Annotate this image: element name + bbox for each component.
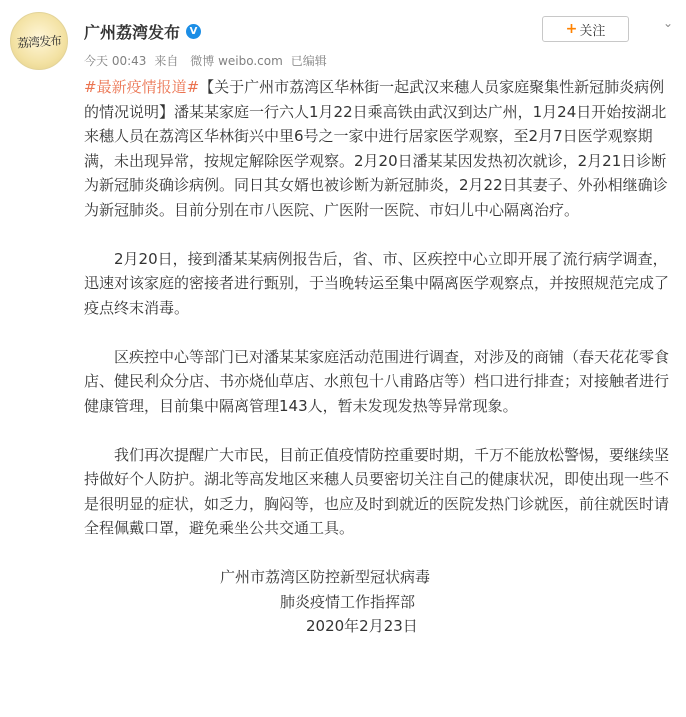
edited-label: 已编辑 xyxy=(290,54,327,68)
paragraph-1-text: 【关于广州市荔湾区华林街一起武汉来穗人员家庭聚集性新冠肺炎病例的情况说明】潘某某家庭一行六人1月22日乘高铁由武汉到达广州，1月24日开始按湖北来穗人员在荔湾区华林街兴中里6号之一家中进行居家医学观察，至2月7日医学观察期满，未出现异常，按规定解除医学观察。2月20日潘某某因发热初次就诊，2月21日诊断为新冠肺炎确诊病例。同日其女婿也被诊断为新冠肺炎，2月22日其妻子、外孙相继确诊为新冠肺炎。目前分别在市八医院、广医附一医院、市妇儿中心隔离治疗。 xyxy=(84,78,668,219)
signature-line-1: 广州市荔湾区防控新型冠状病毒 xyxy=(220,568,431,586)
post-meta xyxy=(84,52,335,69)
avatar-logo-text: 荔湾发布 xyxy=(16,32,62,51)
source-prefix: 来自 xyxy=(154,54,179,68)
signature-date: 2020年2月23日 xyxy=(306,617,418,635)
post-paragraph-3: 区疾控中心等部门已对潘某某家庭活动范围进行调查，对涉及的商铺（春天花花零食店、健民利众分店、书亦烧仙草店、水煎包十八甫路店等）档口进行排查；对接触者进行健康管理，目前集中隔离管理143人，暂未发现发热等异常现象。 xyxy=(84,347,670,415)
user-name-row xyxy=(84,20,201,43)
user-name[interactable]: 广州荔湾发布 xyxy=(84,23,181,42)
chevron-down-icon[interactable]: ⌄ xyxy=(662,16,674,30)
hashtag-link[interactable]: #最新疫情报道# xyxy=(84,78,200,96)
post-body xyxy=(84,75,676,639)
signature-line-2: 肺炎疫情工作指挥部 xyxy=(280,592,416,611)
follow-label: 关注 xyxy=(579,23,606,39)
verified-badge-icon: V xyxy=(186,24,201,39)
follow-button[interactable] xyxy=(542,16,629,42)
plus-icon: + xyxy=(565,21,578,37)
post-paragraph-2: 2月20日，接到潘某某病例报告后，省、市、区疾控中心立即开展了流行病学调查，迅速对该家庭的密接者进行甄别，于当晚转运至集中隔离医学观察点，并按照规范完成了疫点终末消毒。 xyxy=(84,249,670,317)
post-paragraph-4: 我们再次提醒广大市民，目前正值疫情防控重要时期，千万不能放松警惕，要继续坚持做好个人防护。湖北等高发地区来穗人员要密切关注自己的健康状况，即使出现一些不是很明显的症状，如乏力，胸闷等，也应及时到就近的医院发热门诊就医，前往就医时请全程佩戴口罩，避免乘坐公共交通工具。 xyxy=(84,445,670,537)
avatar[interactable] xyxy=(10,12,68,70)
post-paragraph-1 xyxy=(84,75,676,222)
post-source[interactable]: 微博 weibo.com xyxy=(190,54,283,68)
post-time[interactable]: 今天 00:43 xyxy=(84,54,147,68)
